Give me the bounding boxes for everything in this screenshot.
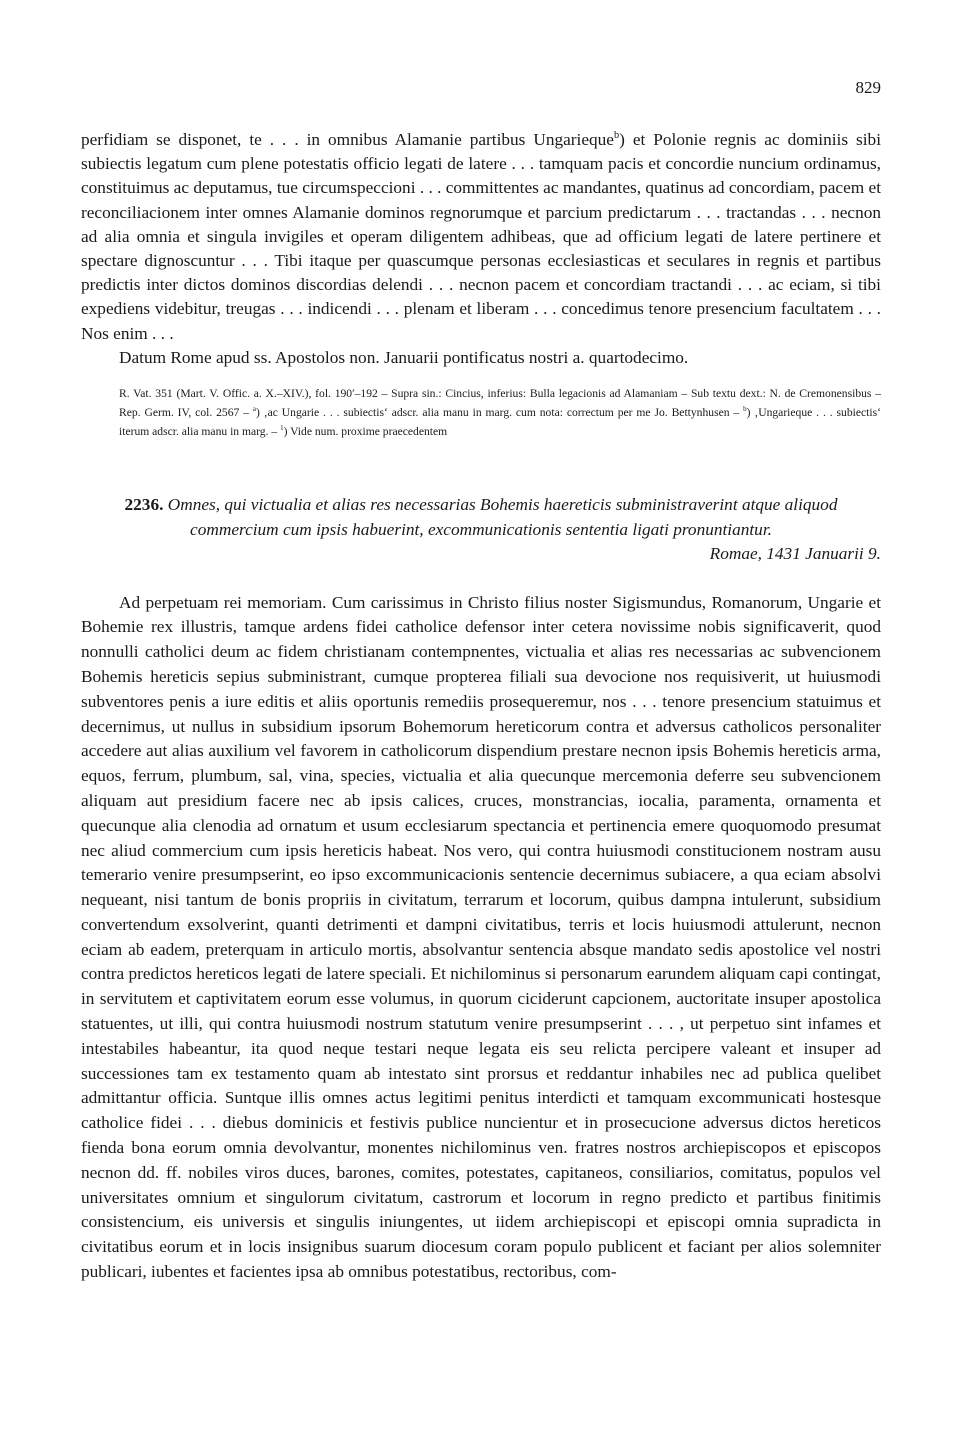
apparatus-text-c: ) ‚Ungarieque . . . subiectis‘ iterum adscr. alia manu in marg. – xyxy=(119,406,881,439)
apparatus-marker-1: 1 xyxy=(280,424,284,433)
page xyxy=(81,78,881,1302)
document-place-date: Romae, 1431 Januarii 9. xyxy=(709,544,881,564)
critical-apparatus xyxy=(119,384,881,441)
apparatus-marker-b: b xyxy=(743,405,747,414)
document-body: Ad perpetuam rei memoriam. Cum carissimus in Christo filius noster Sigismundus, Romanorum, Ungarie et Bohemie rex illustris, tamque ardens fidei catholice defensor inter cetera novissime nobis significaverit, quod nonnulli catholici deum ac fidem christianam contempnentes, victualia et alias res necessarias ac subvencionem Bohemis hereticis sepius subministrant, cumque propterea filiali sua devocione nos requisiverit, ut huiusmodi subventores penis a iure editis et aliis oportunis remediis prosequeremur, nos . . . tenore presencium statuimus et decernimus, ut nullus in subsidium ipsorum Bohemorum hereticorum contra et adversus catholicos personaliter accedere aut alias auxilium vel favorem in catholicorum dispendium prestare necnon ipsis Bohemis hereticis arma, equos, ferrum, plumbum, sal, vina, species, victualia et alia quecunque mercemonia deferre seu subvencionem aliquam aut presidium facere nec ab ipsis calices, cruces, monstrancias, iocalia, paramenta, ornamenta et quecunque alia clenodia ad ornatum et usum ecclesiarum spectancia et pertinencia emere quoquomodo presumat nec aliud commercium cum ipsis hereticis habeat. Nos vero, qui contra huiusmodi constitucionem nostram ausu temerario venire presumpserint, eo ipso excommunicacionis sentencie decernimus subiacere, a qua eciam absolvi nequeant, nisi tantum de bonis propriis in civitatum, terrarum et locorum, quibus dampna intulerunt, subsidium convertendum exsolverint, quanti detrimenti et dampni civitatibus, terris et locis huiusmodi attulerunt, necnon eciam ab eadem, preterquam in articulo mortis, absolvantur sentencia absque mandato sedis apostolice vel nostri contra predictos hereticos legati de latere speciali. Et nichilominus si personarum earundem aliquam capi contingat, in servitutem et captivitatem eorum esse volumus, in quorum ciciderunt capcionem, auctoritate insuper apostolica statuentes, ut illi, qui contra huiusmodi nostrum statutum venire presumpserint . . . , ut perpetuo sint infames et intestabiles habeantur, ita quod neque testari neque legata eis seu relicta percipere valeant et insuper ad successiones tam ex testamento quam ab intestato sint prorsus et reddantur inhabiles nec ad publica quelibet admittantur officia. Suntque illis omnes actus legitimi penitus interdicti et tamquam excommunicati hostesque catholice fidei . . . diebus dominicis et festivis publice nuncientur et in prosecucione adversus dictos hereticos fienda bona eorum omnia devolvantur, monentes nichilominus ven. fratres nostros archiepiscopos et episcopos necnon dd. ff. nobiles viros duces, barones, comites, potestates, capitaneos, consiliarios, comitatus, populos vel universitates omnium et singulorum civitatum, castrorum et locorum in regno predicto et partibus finitimis consistencium, eis universis et singulis iniungentes, ut iidem archiepiscopi et episcopi omnia supradicta in civitatibus eorum et in locis insignibus suarum diocesum coram populo publicent et faciant per alios solemniter publicari, iubentes et facientes ipsa ab omnibus potestatibus, rectoribus, com- xyxy=(81,592,881,1282)
page-number: 829 xyxy=(855,78,881,97)
continuation-paragraph xyxy=(81,128,881,346)
document-heading xyxy=(81,493,881,567)
continuation-text-b: ) et Polonie regnis ac dominiis sibi subiectis legatum cum plene potestatis officio legati de latere . . . tamquam pacis et concordie nuncium ordinamus, constituimus ac deputamus, tue circumspeccioni . . . committentes ac mandantes, quatinus ad concordiam, pacem et reconciliacionem inter omnes Alamanie dominos regnorumque et parcium predictarum . . . tractandas . . . necnon ad alia omnia et singula invigiles et operam diligentem adhibeas, que ad officium legati de latere pertinere et spectare dignoscuntur . . . Tibi itaque per quascumque personas ecclesiasticas et seculares in regnis et partibus predictis inter dictos dominos discordias delendi . . . necnon pacem et concordiam tractandi . . . ac eciam, si tibi expediens videbitur, treugas . . . indicendi . . . plenam et liberam . . . concedimus tenore presencium facultatem . . . Nos enim . . . xyxy=(81,130,881,343)
apparatus-marker-a: a xyxy=(252,405,256,414)
document-regest: Omnes, qui victualia et alias res necessarias Bohemis haereticis subministraverint atque aliquod commercium cum ipsis habuerint, excommunicationis sententia ligati pronuntiantur. xyxy=(167,495,838,539)
apparatus-text-d: ) Vide num. proxime praecedentem xyxy=(283,425,448,439)
apparatus-text-b: ) ‚ac Ungarie . . . subiectis‘ adscr. alia manu in marg. cum nota: correctum per me Jo. Bettynhusen – xyxy=(256,406,744,420)
footnote-marker-b: b xyxy=(613,130,620,142)
document-number: 2236. xyxy=(124,495,164,515)
continuation-text-a: perfidiam se disponet, te . . . in omnibus Alamanie partibus Ungarieque xyxy=(81,130,614,149)
apparatus-text-a: R. Vat. 351 (Mart. V. Offic. a. X.–XIV.), fol. 190′–192 – Supra sin.: Cincius, inferius: Bulla legacionis ad Alamaniam – Sub textu dext.: N. de Cremonensibus – Rep. Germ. IV, col. 2567 – xyxy=(119,387,881,420)
dating-line: Datum Rome apud ss. Apostolos non. Januarii pontificatus nostri a. quartodecimo. xyxy=(119,347,689,367)
